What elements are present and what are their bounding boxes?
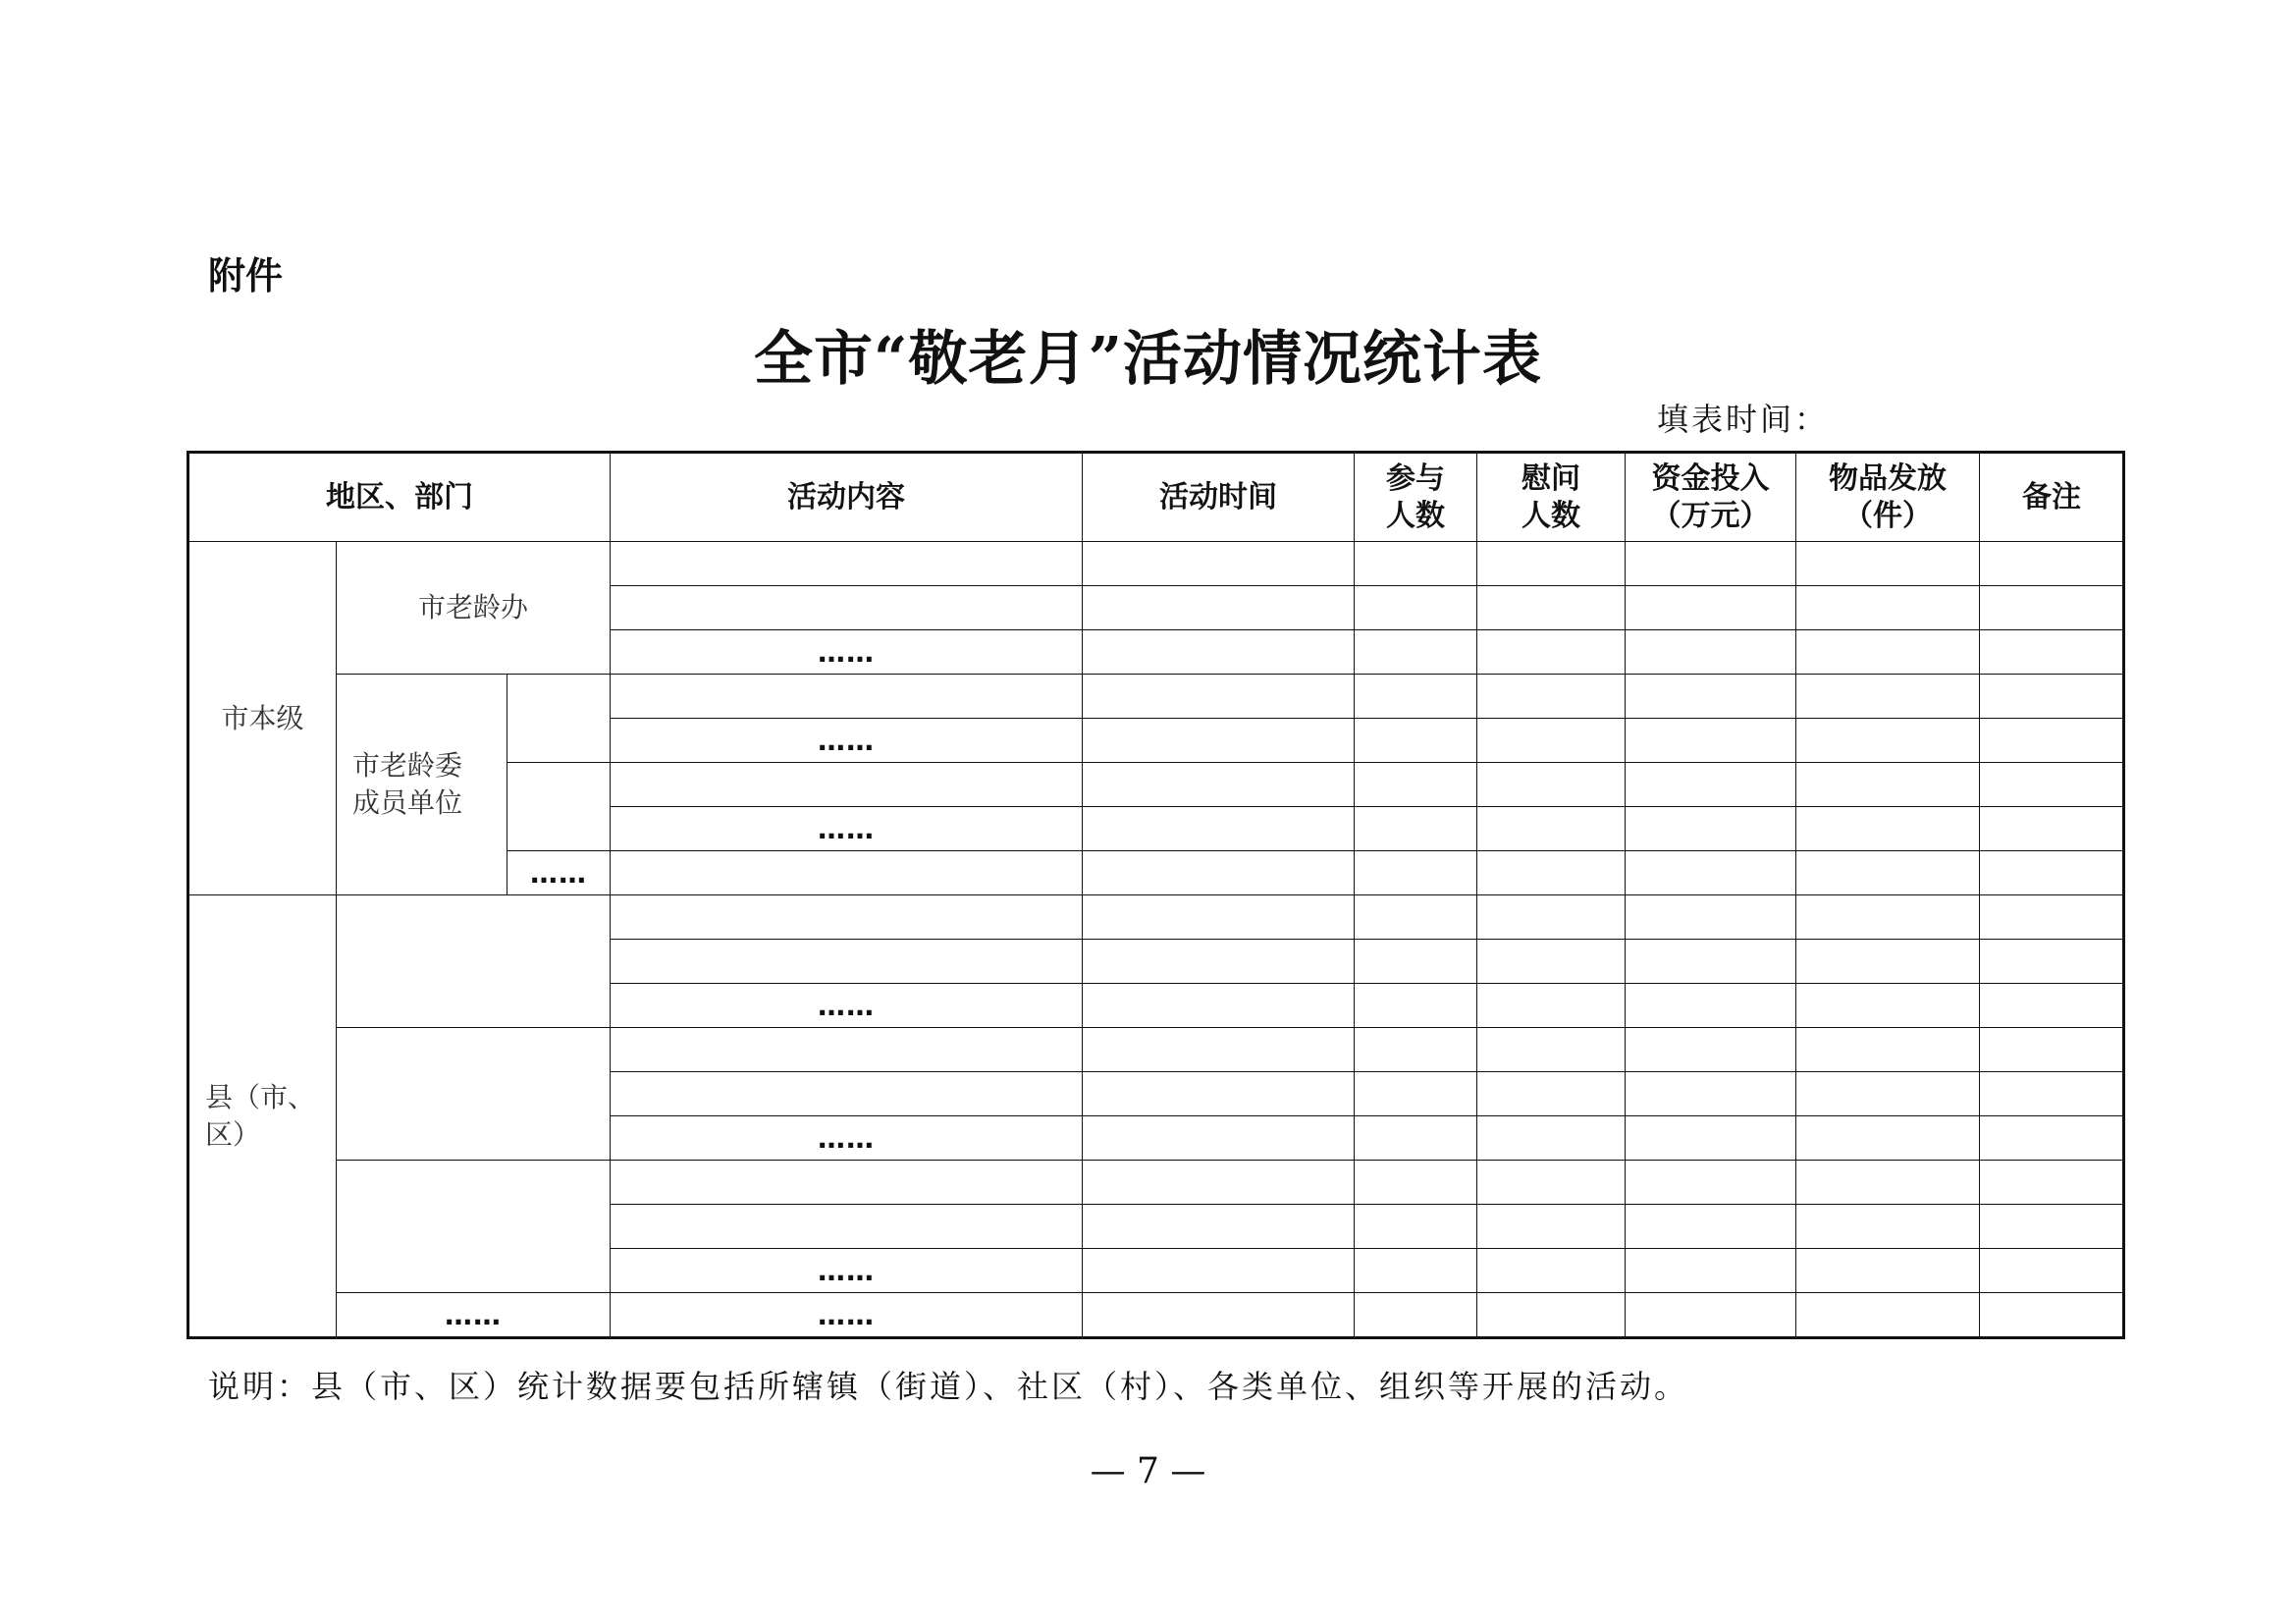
table-cell[interactable] <box>1796 763 1980 807</box>
table-cell[interactable] <box>1477 1249 1626 1293</box>
county-line1: 县（市、 <box>205 1080 316 1113</box>
table-cell[interactable] <box>1626 984 1796 1028</box>
ellipsis-cell: …… <box>611 984 1083 1028</box>
header-remarks: 备注 <box>1980 453 2124 542</box>
table-cell[interactable] <box>611 1028 1083 1072</box>
committee-line1: 市老龄委 <box>352 749 463 782</box>
table-cell[interactable] <box>1083 984 1355 1028</box>
table-cell[interactable] <box>1796 630 1980 675</box>
table-cell[interactable] <box>1477 542 1626 586</box>
table-cell[interactable] <box>1796 1028 1980 1072</box>
table-cell[interactable] <box>1796 984 1980 1028</box>
table-cell[interactable] <box>1477 763 1626 807</box>
header-visited-line1: 慰问 <box>1522 460 1581 496</box>
table-cell[interactable] <box>1355 1293 1477 1338</box>
fill-time-label: 填表时间： <box>1657 401 1830 438</box>
table-cell[interactable] <box>611 1205 1083 1249</box>
table-cell[interactable] <box>1355 719 1477 763</box>
member-unit-cell[interactable] <box>507 763 611 851</box>
aging-office-cell: 市老龄办 <box>337 542 611 675</box>
table-cell[interactable] <box>1477 1161 1626 1205</box>
table-cell[interactable] <box>1477 895 1626 940</box>
header-goods <box>1796 453 1980 542</box>
table-cell[interactable] <box>1796 1116 1980 1161</box>
table-cell[interactable] <box>1626 1249 1796 1293</box>
table-cell[interactable] <box>1083 675 1355 719</box>
table-cell[interactable] <box>611 586 1083 630</box>
table-cell[interactable] <box>1477 851 1626 895</box>
header-activity-time: 活动时间 <box>1083 453 1355 542</box>
table-cell[interactable] <box>1626 675 1796 719</box>
ellipsis-cell: …… <box>611 1293 1083 1338</box>
table-cell[interactable] <box>1355 1116 1477 1161</box>
table-cell[interactable] <box>1355 807 1477 851</box>
table-cell[interactable] <box>1083 1249 1355 1293</box>
committee-members-cell <box>337 675 507 895</box>
table-cell[interactable] <box>1083 1293 1355 1338</box>
table-cell[interactable] <box>1626 542 1796 586</box>
table-cell[interactable] <box>1355 1028 1477 1072</box>
city-level-cell: 市本级 <box>188 542 337 895</box>
table-cell[interactable] <box>1477 719 1626 763</box>
table-cell[interactable] <box>1083 940 1355 984</box>
table-cell[interactable] <box>1083 542 1355 586</box>
table-cell[interactable] <box>1980 984 2124 1028</box>
table-cell[interactable] <box>1626 1116 1796 1161</box>
table-cell[interactable] <box>1980 675 2124 719</box>
header-goods-line1: 物品发放 <box>1829 460 1948 496</box>
header-funds-line1: 资金投入 <box>1651 460 1770 496</box>
table-cell[interactable] <box>1355 1072 1477 1116</box>
table-cell[interactable] <box>1626 1028 1796 1072</box>
table-cell[interactable] <box>1477 984 1626 1028</box>
table-row <box>188 1293 2124 1338</box>
table-cell[interactable] <box>1626 1293 1796 1338</box>
table-cell[interactable] <box>1796 851 1980 895</box>
table-cell[interactable] <box>1083 1205 1355 1249</box>
table-row <box>188 895 2124 940</box>
ellipsis-cell: …… <box>611 1249 1083 1293</box>
table-cell[interactable] <box>1980 542 2124 586</box>
table-cell[interactable] <box>1626 807 1796 851</box>
table-cell[interactable] <box>1980 807 2124 851</box>
table-cell[interactable] <box>611 675 1083 719</box>
table-cell[interactable] <box>1980 1116 2124 1161</box>
table-cell[interactable] <box>1626 1161 1796 1205</box>
table-cell[interactable] <box>1083 586 1355 630</box>
county-unit-cell[interactable] <box>337 1161 611 1293</box>
table-cell[interactable] <box>1796 542 1980 586</box>
table-cell[interactable] <box>1796 1072 1980 1116</box>
table-cell[interactable] <box>1796 1205 1980 1249</box>
table-cell[interactable] <box>1626 630 1796 675</box>
ellipsis-cell: …… <box>611 630 1083 675</box>
table-cell[interactable] <box>611 763 1083 807</box>
table-cell[interactable] <box>1796 807 1980 851</box>
table-cell[interactable] <box>1083 630 1355 675</box>
attachment-label: 附件 <box>208 254 284 298</box>
table-cell[interactable] <box>1980 940 2124 984</box>
table-cell[interactable] <box>1980 1161 2124 1205</box>
table-cell[interactable] <box>611 895 1083 940</box>
table-cell[interactable] <box>1626 1205 1796 1249</box>
table-cell[interactable] <box>1355 895 1477 940</box>
table-cell[interactable] <box>1796 675 1980 719</box>
table-cell[interactable] <box>1626 1072 1796 1116</box>
table-cell[interactable] <box>1980 586 2124 630</box>
table-cell[interactable] <box>1980 851 2124 895</box>
table-cell[interactable] <box>1477 807 1626 851</box>
table-cell[interactable] <box>1980 763 2124 807</box>
table-cell[interactable] <box>1477 940 1626 984</box>
table-cell[interactable] <box>611 1072 1083 1116</box>
table-cell[interactable] <box>1083 719 1355 763</box>
table-cell[interactable] <box>1626 763 1796 807</box>
ellipsis-cell: …… <box>611 719 1083 763</box>
table-cell[interactable] <box>1626 851 1796 895</box>
table-header-row <box>188 453 2124 542</box>
table-cell[interactable] <box>1083 807 1355 851</box>
header-activity-content: 活动内容 <box>611 453 1083 542</box>
explanation-note: 说明：县（市、区）统计数据要包括所辖镇（街道）、社区（村）、各类单位、组织等开展的活动。 <box>208 1368 1689 1405</box>
table-cell[interactable] <box>1980 1249 2124 1293</box>
page-number: — 7 — <box>1090 1451 1206 1491</box>
table-cell[interactable] <box>1796 1293 1980 1338</box>
table-cell[interactable] <box>1477 586 1626 630</box>
header-region-dept: 地区、部门 <box>188 453 611 542</box>
table-cell[interactable] <box>1083 895 1355 940</box>
table-cell[interactable] <box>1980 1205 2124 1249</box>
header-participants-line1: 参与 <box>1386 460 1446 496</box>
table-cell[interactable] <box>1477 1072 1626 1116</box>
table-cell[interactable] <box>1355 1249 1477 1293</box>
table-cell[interactable] <box>1083 851 1355 895</box>
table-cell[interactable] <box>1477 675 1626 719</box>
table-cell[interactable] <box>1796 895 1980 940</box>
table-cell[interactable] <box>1796 940 1980 984</box>
table-cell[interactable] <box>1355 851 1477 895</box>
table-cell[interactable] <box>1980 1293 2124 1338</box>
page-title: 全市“敬老月”活动情况统计表 <box>753 325 1543 394</box>
county-cell <box>188 895 337 1338</box>
ellipsis-cell: …… <box>611 1116 1083 1161</box>
table-cell[interactable] <box>1477 1205 1626 1249</box>
table-cell[interactable] <box>1796 1249 1980 1293</box>
statistics-table <box>187 451 2125 1339</box>
table-cell[interactable] <box>1980 1028 2124 1072</box>
table-cell[interactable] <box>1626 586 1796 630</box>
table-cell[interactable] <box>1477 1293 1626 1338</box>
table-cell[interactable] <box>1355 1205 1477 1249</box>
table-cell[interactable] <box>611 940 1083 984</box>
table-cell[interactable] <box>1980 719 2124 763</box>
table-cell[interactable] <box>611 851 1083 895</box>
header-participants <box>1355 453 1477 542</box>
table-cell[interactable] <box>1083 1161 1355 1205</box>
ellipsis-cell: …… <box>337 1293 611 1338</box>
table-row <box>188 1028 2124 1072</box>
table-cell[interactable] <box>1083 1116 1355 1161</box>
header-funds-line2: （万元） <box>1651 498 1770 533</box>
table-cell[interactable] <box>611 1161 1083 1205</box>
table-row <box>188 675 2124 719</box>
table-row <box>188 1161 2124 1205</box>
table-cell[interactable] <box>611 542 1083 586</box>
table-cell[interactable] <box>1796 586 1980 630</box>
header-funds <box>1626 453 1796 542</box>
county-unit-cell[interactable] <box>337 1028 611 1161</box>
table-cell[interactable] <box>1355 630 1477 675</box>
county-unit-cell[interactable] <box>337 895 611 1028</box>
table-cell[interactable] <box>1980 1072 2124 1116</box>
table-cell[interactable] <box>1083 1028 1355 1072</box>
ellipsis-cell: …… <box>507 851 611 895</box>
table-row <box>188 542 2124 586</box>
header-goods-line2: （件） <box>1843 498 1933 533</box>
table-cell[interactable] <box>1626 895 1796 940</box>
table-cell[interactable] <box>1355 1161 1477 1205</box>
header-visited <box>1477 453 1626 542</box>
table-cell[interactable] <box>1796 719 1980 763</box>
table-cell[interactable] <box>1796 1161 1980 1205</box>
table-cell[interactable] <box>1355 586 1477 630</box>
table-cell[interactable] <box>1980 895 2124 940</box>
table-cell[interactable] <box>1355 675 1477 719</box>
table-cell[interactable] <box>1626 719 1796 763</box>
table-cell[interactable] <box>1355 542 1477 586</box>
table-cell[interactable] <box>1355 984 1477 1028</box>
header-participants-line2: 人数 <box>1386 498 1446 533</box>
member-unit-cell[interactable] <box>507 675 611 763</box>
committee-line2: 成员单位 <box>352 786 463 819</box>
table-cell[interactable] <box>1477 630 1626 675</box>
table-cell[interactable] <box>1355 763 1477 807</box>
ellipsis-cell: …… <box>611 807 1083 851</box>
table-cell[interactable] <box>1980 630 2124 675</box>
table-cell[interactable] <box>1083 763 1355 807</box>
table-cell[interactable] <box>1626 940 1796 984</box>
header-visited-line2: 人数 <box>1522 498 1581 533</box>
table-cell[interactable] <box>1477 1028 1626 1072</box>
county-line2: 区） <box>205 1117 261 1151</box>
table-cell[interactable] <box>1477 1116 1626 1161</box>
table-cell[interactable] <box>1355 940 1477 984</box>
table-cell[interactable] <box>1083 1072 1355 1116</box>
